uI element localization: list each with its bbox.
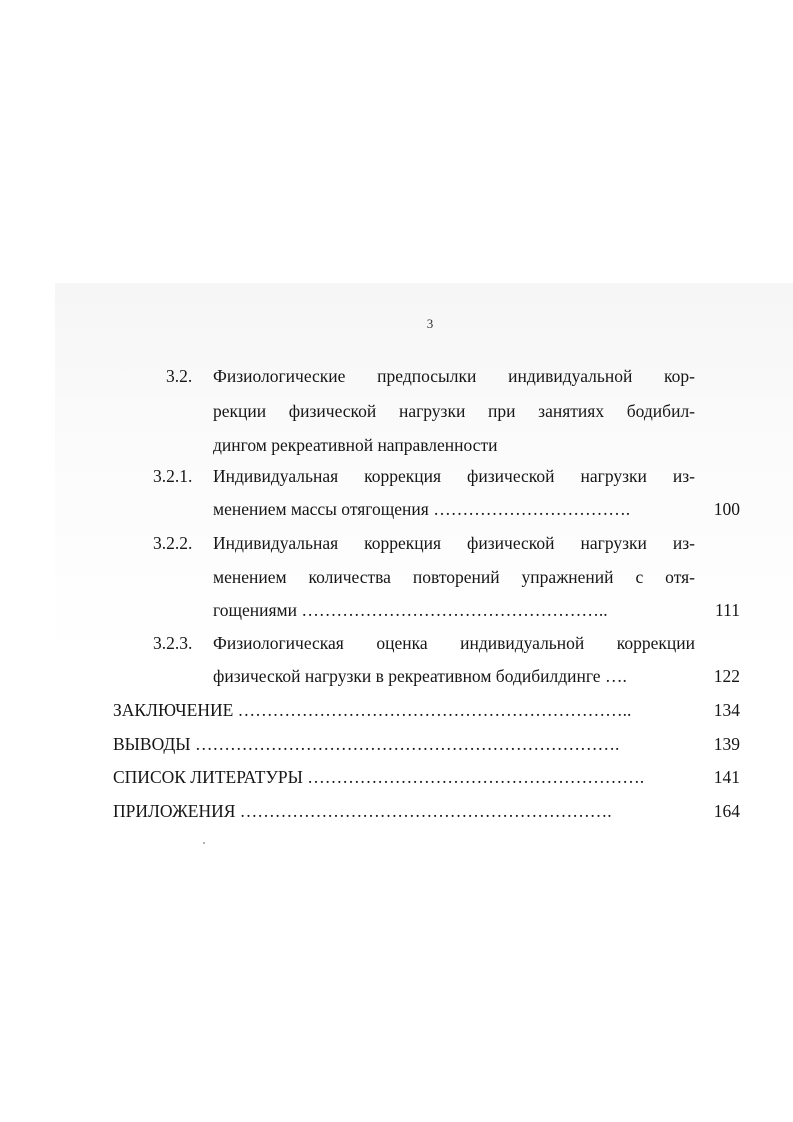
page-ref: 139 bbox=[713, 734, 740, 754]
page-ref: 141 bbox=[713, 767, 740, 787]
section-number: 3.2.1. bbox=[153, 466, 193, 486]
entry-label: ПРИЛОЖЕНИЯ bbox=[113, 801, 236, 821]
page-ref: 111 bbox=[715, 600, 740, 620]
page-number: 3 bbox=[426, 316, 434, 331]
section-number: 3.2.2. bbox=[153, 533, 193, 553]
scan-speck bbox=[203, 842, 205, 844]
section-number: 3.2. bbox=[166, 366, 193, 386]
leader-dots: …………………………………………….. bbox=[301, 600, 608, 620]
entry-label: ЗАКЛЮЧЕНИЕ bbox=[113, 700, 234, 720]
leader-dots: ………………………………………………………….. bbox=[237, 700, 632, 720]
leader-dots: ……………………………. bbox=[433, 499, 631, 519]
entry-label: ВЫВОДЫ bbox=[113, 734, 191, 754]
entry-text: менением массы отягощения bbox=[213, 499, 429, 519]
page-ref: 100 bbox=[713, 499, 740, 519]
page-ref: 164 bbox=[713, 801, 740, 821]
entry-text: Индивидуальная коррекция физической нагрузки из- bbox=[213, 466, 695, 486]
entry-text-last bbox=[113, 699, 631, 721]
entry-text: Физиологическая оценка индивидуальной коррекции bbox=[213, 633, 695, 653]
page-ref: 122 bbox=[713, 666, 740, 686]
entry-text-last bbox=[113, 733, 619, 755]
leader-dots: ………………………………………………………………. bbox=[194, 734, 620, 754]
entry-text-last bbox=[113, 766, 644, 788]
entry-label: СПИСОК ЛИТЕРАТУРЫ bbox=[113, 767, 303, 787]
entry-text: Индивидуальная коррекция физической нагрузки из- bbox=[213, 533, 695, 553]
section-number: 3.2.3. bbox=[153, 633, 193, 653]
leader-dots: …. bbox=[604, 666, 627, 686]
entry-text: гощениями bbox=[213, 600, 297, 620]
entry-text-last bbox=[213, 498, 630, 520]
entry-text: Физиологические предпосылки индивидуальной кор- bbox=[213, 366, 695, 386]
entry-text-last bbox=[213, 599, 608, 621]
page-ref: 134 bbox=[713, 700, 740, 720]
entry-text-last bbox=[113, 800, 612, 822]
entry-text: менением количества повторений упражнений с отя- bbox=[213, 567, 695, 587]
leader-dots: …………………………………………………. bbox=[307, 767, 645, 787]
entry-text: физической нагрузки в рекреативном бодибилдинге bbox=[213, 666, 601, 686]
entry-text: рекции физической нагрузки при занятиях бодибил- bbox=[213, 401, 695, 421]
leader-dots: ………………………………………………………. bbox=[239, 801, 612, 821]
entry-text: дингом рекреативной направленности bbox=[213, 435, 498, 455]
entry-text-last bbox=[213, 665, 627, 687]
